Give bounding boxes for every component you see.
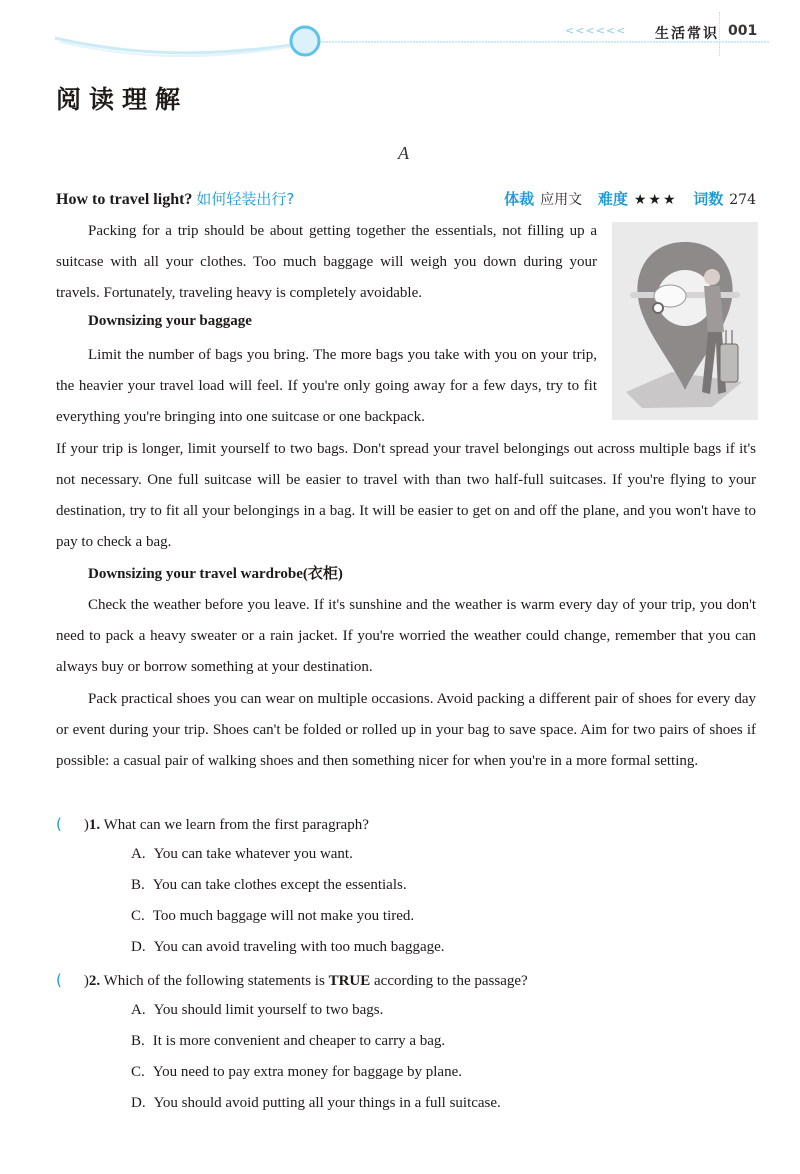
word-count-label: 词数 bbox=[693, 190, 724, 208]
subheading-wardrobe: Downsizing your travel wardrobe(衣柜) bbox=[88, 566, 343, 582]
passage-title-cn: 如何轻装出行? bbox=[196, 190, 295, 208]
question-1-option-d[interactable]: D. You can avoid traveling with too much baggage. bbox=[131, 939, 445, 955]
word-count-value: 274 bbox=[729, 192, 756, 208]
question-2-option-a[interactable]: A. You should limit yourself to two bags. bbox=[131, 1002, 384, 1018]
paragraph-2a bbox=[56, 340, 597, 433]
section-title: 阅读理解 bbox=[56, 85, 189, 114]
answer-blank-2[interactable]: ( bbox=[56, 971, 62, 989]
question-1-number: 1. bbox=[88, 817, 101, 833]
question-2-option-d[interactable]: D. You should avoid putting all your things in a full suitcase. bbox=[131, 1095, 501, 1111]
paragraph-2a-text: Limit the number of bags you bring. The more bags you take with you on your trip, the heavier your travel load will feel. If you're only going away for a few days, try to fit everything you're bringing into one suitcase or one backpack. bbox=[56, 347, 597, 425]
question-2-option-c[interactable]: C. You need to pay extra money for baggage by plane. bbox=[131, 1064, 462, 1080]
question-2-option-b[interactable]: B. It is more convenient and cheaper to carry a bag. bbox=[131, 1033, 446, 1049]
paragraph-3 bbox=[56, 590, 756, 683]
question-2: ( )2. Which of the following statements is TRUE according to the passage? bbox=[56, 971, 528, 989]
question-1-text: What can we learn from the first paragraph? bbox=[103, 817, 369, 833]
passage-letter: A bbox=[398, 143, 409, 163]
page-number: 001 bbox=[728, 23, 758, 39]
difficulty-label: 难度 bbox=[597, 190, 628, 208]
question-2-text-before: Which of the following statements is bbox=[103, 973, 325, 989]
paragraph-1 bbox=[56, 216, 597, 309]
genre-value: 应用文 bbox=[540, 192, 583, 208]
paragraph-4-text: Pack practical shoes you can wear on multiple occasions. Avoid packing a different pair of shoes for every day or event during your trip. Shoes can't be folded or rolled up in your bag to save space. Aim for two pairs of shoes if possible: a casual pair of walking shoes and then something nicer for when you're in a more formal setting. bbox=[56, 691, 756, 769]
header-section-name: 生活常识 bbox=[655, 26, 719, 42]
circle-ornament-icon bbox=[291, 27, 319, 55]
paragraph-2b-text: If your trip is longer, limit yourself to two bags. Don't spread your travel belongings out across multiple bags if it's not necessary. One full suitcase will be easier to travel with than two half-full suitcases. If you're flying to your destination, try to fit all your belongings in a bag. It will be easier to get on and off the plane, and you won't have to pay to check a bag. bbox=[56, 441, 756, 550]
question-1-option-b[interactable]: B. You can take clothes except the essentials. bbox=[131, 877, 407, 893]
question-2-text-after: according to the passage? bbox=[374, 973, 528, 989]
passage-meta bbox=[492, 188, 756, 209]
question-1-option-a[interactable]: A. You can take whatever you want. bbox=[131, 846, 353, 862]
subheading-baggage: Downsizing your baggage bbox=[88, 313, 252, 329]
passage-title-row bbox=[56, 188, 756, 212]
paragraph-3-text: Check the weather before you leave. If it's sunshine and the weather is warm every day of your trip, you don't need to pack a heavy sweater or a rain jacket. If you're worried the weather could change, remember that you can always buy or borrow something at your destination. bbox=[56, 597, 756, 675]
paragraph-1-text: Packing for a trip should be about getting together the essentials, not filling up a suitcase with all your clothes. Too much baggage will weigh you down during your travels. Fortunately, traveling heavy is completely avoidable. bbox=[56, 223, 597, 301]
question-1: ( )1. What can we learn from the first paragraph? bbox=[56, 815, 369, 833]
traveler-illustration-icon bbox=[612, 222, 758, 420]
answer-blank-1[interactable]: ( bbox=[56, 815, 62, 833]
question-2-number: 2. bbox=[88, 973, 101, 989]
question-1-option-c[interactable]: C. Too much baggage will not make you tired. bbox=[131, 908, 415, 924]
difficulty-stars-icon: ★★★ bbox=[633, 193, 678, 208]
paragraph-4 bbox=[56, 684, 756, 777]
header-divider bbox=[719, 12, 720, 56]
question-2-text-bold: TRUE bbox=[328, 973, 371, 989]
genre-label: 体裁 bbox=[504, 190, 535, 208]
header-arrows: <<<<<< bbox=[565, 24, 627, 37]
passage-title-en: How to travel light? bbox=[56, 191, 193, 208]
paragraph-2b bbox=[56, 434, 756, 558]
